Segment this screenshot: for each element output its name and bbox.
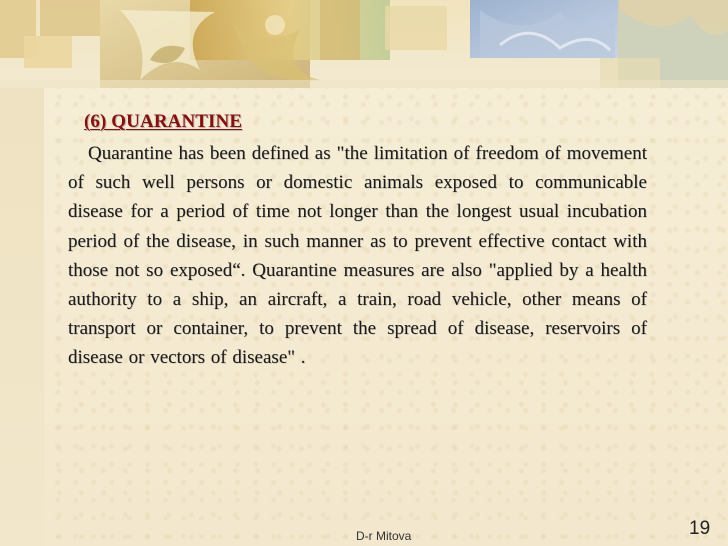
decorative-banner xyxy=(0,0,728,88)
slide-body-text: Quarantine has been defined as "the limitation of freedom of movement of such well persons or domestic animals exposed to communicable disease for a period of time not longer than the longest usual incubation period of the disease, in such manner as to prevent effective contact with those not so exposed“. Quarantine measures are also "applied by a health authority to a ship, an aircraft, a train, road vehicle, other means of transport or container, to prevent the spread of disease, reservoirs of disease or vectors of disease" . xyxy=(68,143,647,369)
decorative-left-strip xyxy=(0,88,44,546)
footer-author: D-r Mitova xyxy=(356,529,412,543)
page-number: 19 xyxy=(689,518,711,539)
banner-collage-image xyxy=(0,0,728,88)
slide-title: (6) QUARANTINE xyxy=(84,111,243,132)
